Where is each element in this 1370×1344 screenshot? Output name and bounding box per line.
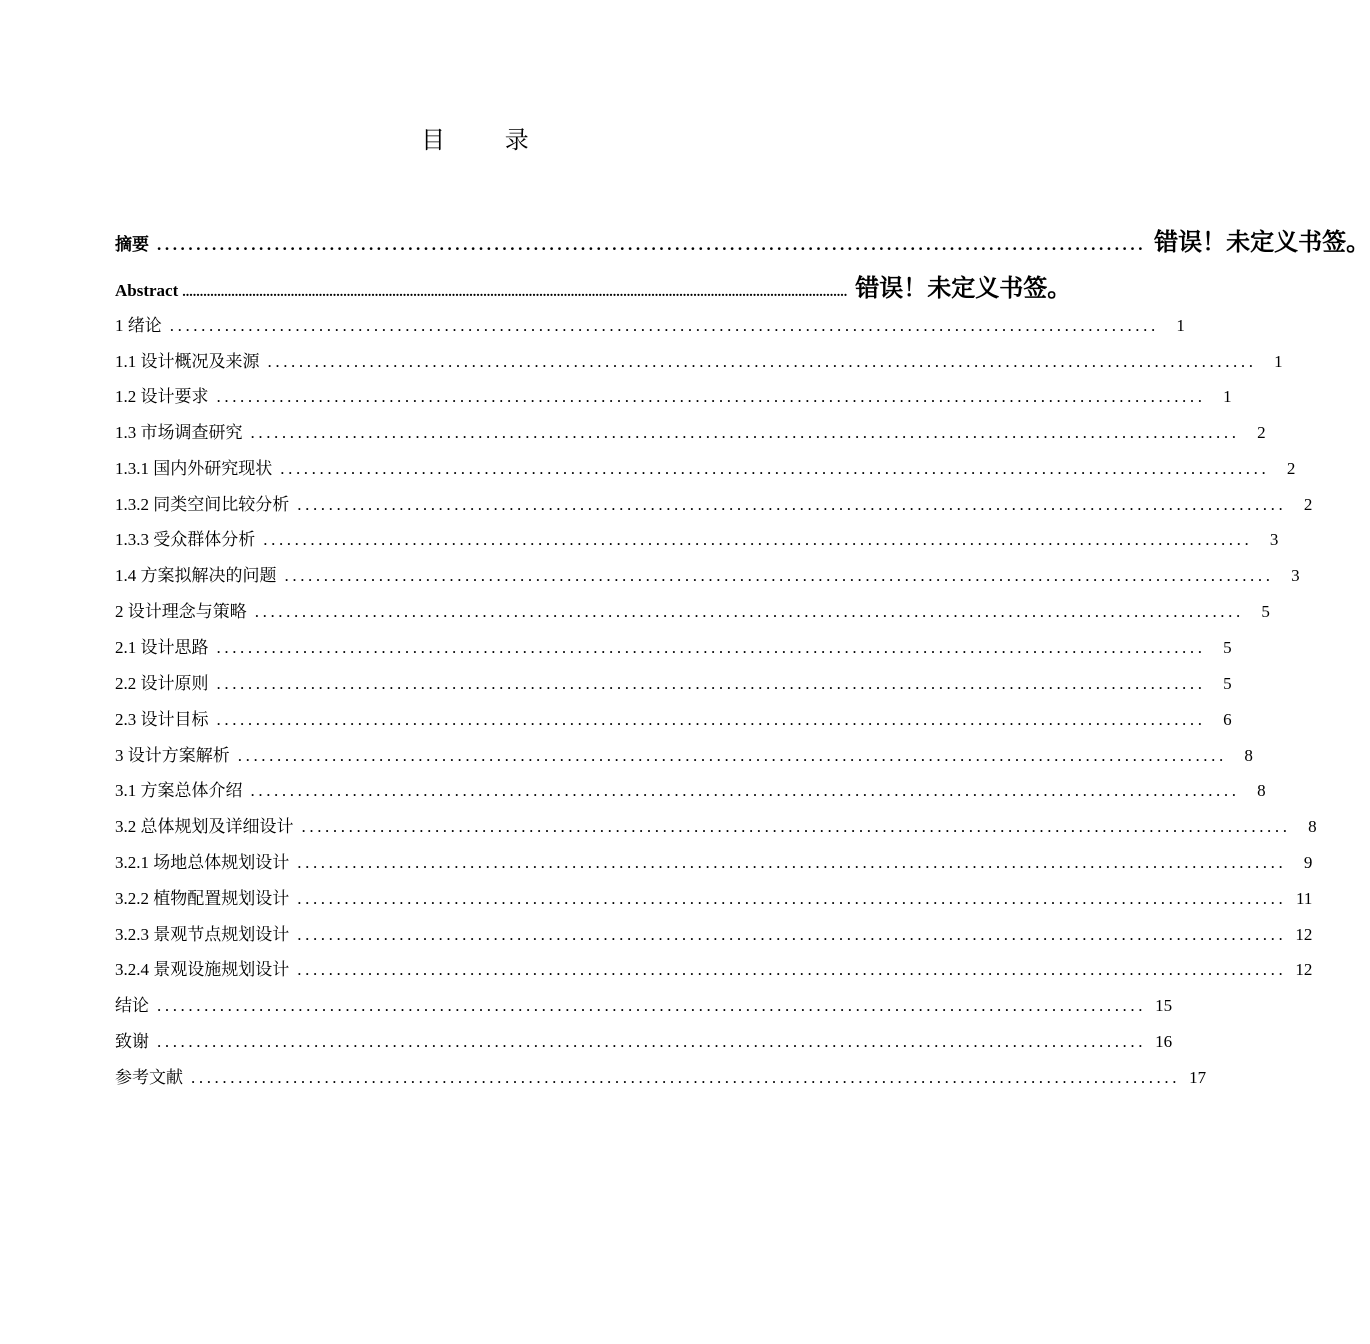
toc-entry-label: 1.1 设计概况及来源 — [115, 352, 260, 371]
dot-leader: .............................................................................................................................. — [216, 710, 1206, 729]
toc-entry-label: 结论 — [115, 996, 149, 1015]
dot-leader: .............................................................................................................................. — [297, 853, 1287, 872]
toc-entry-page: 1 — [1223, 387, 1232, 406]
toc-entry[interactable] — [115, 848, 1313, 873]
toc-entry[interactable] — [115, 776, 1266, 801]
dot-leader: .............................................................................................................................. — [216, 638, 1206, 657]
toc-entry-page: 2 — [1303, 495, 1313, 514]
toc-entry[interactable] — [115, 991, 1173, 1016]
dot-leader: .............................................................................................................................. — [267, 352, 1257, 371]
toc-entry-label: 2.1 设计思路 — [115, 638, 209, 657]
toc-entry[interactable] — [115, 454, 1296, 479]
toc-entry-page: 11 — [1295, 889, 1313, 908]
dot-leader: .............................................................................................................................. — [297, 495, 1287, 514]
dot-leader: .............................................................................................................................. — [216, 674, 1206, 693]
toc-entry[interactable] — [115, 1027, 1173, 1052]
toc-entry[interactable] — [115, 525, 1279, 550]
toc-entry-page: 2 — [1257, 423, 1266, 442]
toc-entry-page: 15 — [1155, 996, 1173, 1015]
toc-entry-page: 8 — [1244, 746, 1253, 765]
toc-entry-page: 错误！未定义书签。 — [855, 274, 1072, 302]
toc-entry[interactable] — [115, 561, 1300, 586]
toc-entry-label: 3.2.4 景观设施规划设计 — [115, 960, 290, 979]
toc-entry[interactable] — [115, 884, 1313, 909]
toc-entry-page: 12 — [1295, 960, 1313, 979]
toc-entry-label: 3.2.3 景观节点规划设计 — [115, 925, 290, 944]
toc-entry[interactable] — [115, 597, 1270, 622]
dot-leader: .............................................................................................................................. — [157, 235, 1147, 254]
toc-entry-label: 2.2 设计原则 — [115, 674, 209, 693]
toc-entry-label: 1.2 设计要求 — [115, 387, 209, 406]
dot-leader: .............................................................................................................................................................................................. — [182, 285, 848, 300]
dot-leader: .............................................................................................................................. — [237, 746, 1227, 765]
dot-leader: .............................................................................................................................. — [301, 817, 1291, 836]
dot-leader: .............................................................................................................................. — [254, 602, 1244, 621]
toc-entry-page: 错误！未定义书签。 — [1154, 228, 1370, 256]
toc-entry-page: 17 — [1189, 1068, 1207, 1087]
toc-entry-label: 1.3.1 国内外研究现状 — [115, 459, 273, 478]
toc-entry-label: 3.2 总体规划及详细设计 — [115, 817, 294, 836]
dot-leader: .............................................................................................................................. — [250, 423, 1240, 442]
toc-entry[interactable] — [115, 669, 1232, 694]
toc-entry[interactable] — [115, 633, 1232, 658]
toc-entry[interactable] — [115, 222, 1370, 257]
toc-entry[interactable] — [115, 955, 1313, 980]
toc-entry-page: 1 — [1176, 316, 1185, 335]
toc-entry-label: 1.3.2 同类空间比较分析 — [115, 495, 290, 514]
toc-entry[interactable] — [115, 268, 1072, 303]
toc-entry-page: 8 — [1257, 781, 1266, 800]
dot-leader: .............................................................................................................................. — [250, 781, 1240, 800]
toc-entry[interactable] — [115, 812, 1317, 837]
toc-entry-page: 5 — [1223, 674, 1232, 693]
toc-entry-page: 9 — [1303, 853, 1313, 872]
toc-entry-page: 3 — [1269, 530, 1279, 549]
toc-entry-label: 3.2.2 植物配置规划设计 — [115, 889, 290, 908]
toc-entry-label: 1.3 市场调查研究 — [115, 423, 243, 442]
dot-leader: .............................................................................................................................. — [191, 1068, 1181, 1087]
dot-leader: .............................................................................................................................. — [297, 960, 1287, 979]
toc-entry-label: 1.4 方案拟解决的问题 — [115, 566, 277, 585]
toc-entry-page: 5 — [1223, 638, 1232, 657]
toc-entry-page: 1 — [1274, 352, 1283, 371]
toc-entry-label: 3 设计方案解析 — [115, 746, 230, 765]
toc-entry-page: 5 — [1261, 602, 1270, 621]
toc-entry-label: 2 设计理念与策略 — [115, 602, 247, 621]
toc-entry-page: 3 — [1291, 566, 1300, 585]
dot-leader: .............................................................................................................................. — [284, 566, 1274, 585]
dot-leader: .............................................................................................................................. — [297, 889, 1287, 908]
toc-entry-label: 致谢 — [115, 1032, 149, 1051]
dot-leader: .............................................................................................................................. — [263, 530, 1253, 549]
dot-leader: .............................................................................................................................. — [157, 996, 1147, 1015]
toc-entry-page: 12 — [1295, 925, 1313, 944]
toc-entry-label: 3.2.1 场地总体规划设计 — [115, 853, 290, 872]
toc-entry[interactable] — [115, 1063, 1207, 1088]
toc-entry-label: 2.3 设计目标 — [115, 710, 209, 729]
toc-entry[interactable] — [115, 920, 1313, 945]
toc-entry[interactable] — [115, 347, 1283, 372]
toc-entry-label: 3.1 方案总体介绍 — [115, 781, 243, 800]
toc-entry[interactable] — [115, 705, 1232, 730]
toc-entry[interactable] — [115, 741, 1253, 766]
toc-entry[interactable] — [115, 311, 1185, 336]
toc-entry-label: 1.3.3 受众群体分析 — [115, 530, 256, 549]
dot-leader: .............................................................................................................................. — [216, 387, 1206, 406]
toc-entry-label: 摘要 — [115, 235, 149, 254]
toc-entry-page: 8 — [1308, 817, 1317, 836]
dot-leader: .............................................................................................................................. — [169, 316, 1159, 335]
toc-entry-label: Abstract — [115, 281, 179, 300]
toc-entry-label: 参考文献 — [115, 1068, 183, 1087]
toc-title: 目 录 — [421, 126, 555, 154]
dot-leader: .............................................................................................................................. — [280, 459, 1270, 478]
toc-entry-label: 1 绪论 — [115, 316, 162, 335]
dot-leader: .............................................................................................................................. — [157, 1032, 1147, 1051]
dot-leader: .............................................................................................................................. — [297, 925, 1287, 944]
toc-entry[interactable] — [115, 418, 1266, 443]
toc-entry[interactable] — [115, 490, 1313, 515]
toc-entry-page: 16 — [1155, 1032, 1173, 1051]
toc-entry-page: 2 — [1286, 459, 1296, 478]
toc-entry[interactable] — [115, 382, 1232, 407]
toc-entry-page: 6 — [1223, 710, 1232, 729]
